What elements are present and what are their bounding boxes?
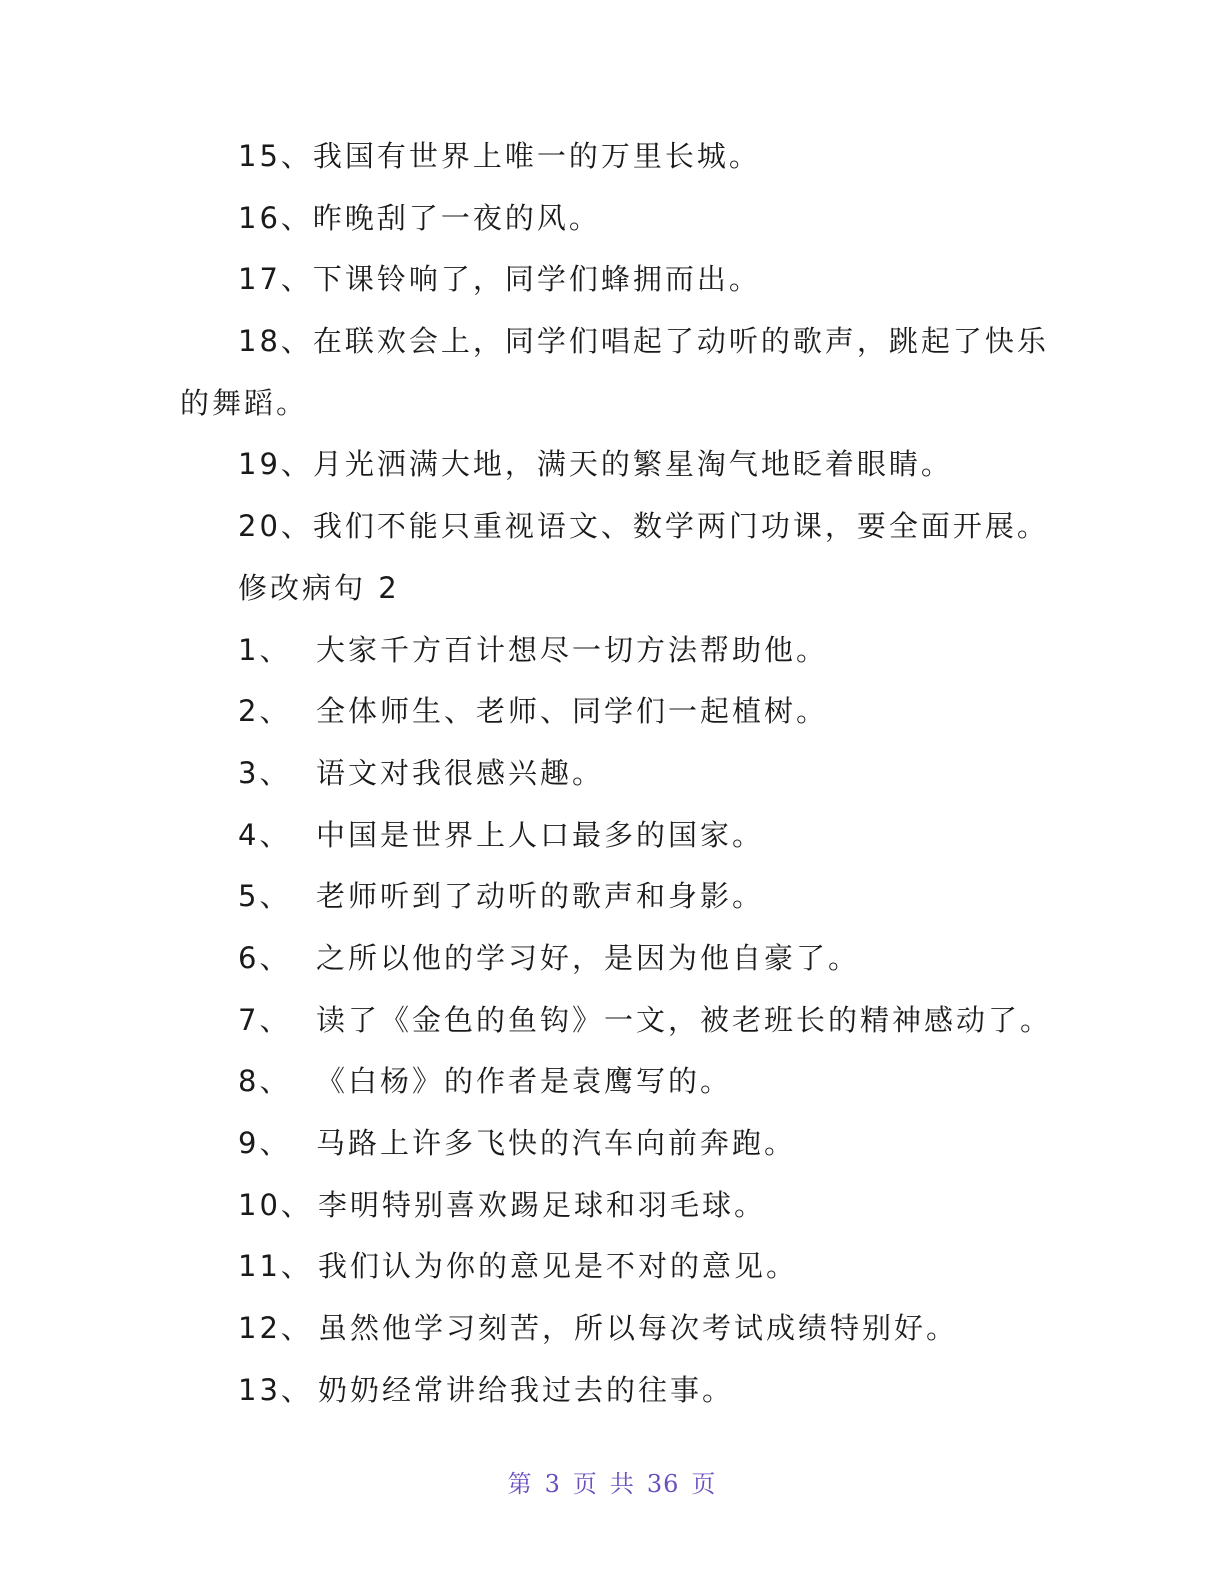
item-text: 语文对我很感兴趣。 <box>316 755 605 790</box>
paragraph-text: 我国有世界上唯一的万里长城。 <box>312 139 761 173</box>
paragraph-number: 15、 <box>238 139 313 173</box>
item-number: 8、 <box>238 1064 292 1099</box>
paragraph-20 <box>180 496 1049 558</box>
item-number: 12、 <box>238 1311 313 1346</box>
footer-page-number: 3 <box>544 1470 561 1498</box>
list-item <box>180 620 1040 682</box>
item-text: 读了《金色的鱼钩》一文，被老班长的精神感动了。 <box>316 1002 1053 1037</box>
item-text: 之所以他的学习好，是因为他自豪了。 <box>316 940 861 975</box>
paragraph-text: 的舞蹈。 <box>180 385 309 420</box>
paragraph-text: 昨晚刮了一夜的风。 <box>312 200 601 235</box>
item-text: 虽然他学习刻苦，所以每次考试成绩特别好。 <box>318 1311 959 1346</box>
item-number: 1、 <box>238 632 292 667</box>
item-text: 马路上许多飞快的汽车向前奔跑。 <box>316 1126 797 1160</box>
item-number: 4、 <box>238 817 292 852</box>
item-number: 2、 <box>238 694 292 729</box>
paragraph-17 <box>180 249 1040 311</box>
list-item <box>180 1175 1040 1237</box>
item-text: 奶奶经常讲给我过去的往事。 <box>318 1372 735 1407</box>
list-item <box>180 1298 1040 1360</box>
item-text: 李明特别喜欢踢足球和羽毛球。 <box>318 1187 767 1222</box>
list-item <box>180 1051 1040 1113</box>
item-text: 我们认为你的意见是不对的意见。 <box>318 1249 799 1284</box>
item-text: 老师听到了动听的歌声和身影。 <box>316 879 765 914</box>
paragraph-16 <box>180 188 1040 250</box>
item-number: 6、 <box>238 940 292 975</box>
paragraph-19 <box>180 434 1040 496</box>
paragraph-number: 16、 <box>238 200 313 235</box>
item-text: 大家千方百计想尽一切方法帮助他。 <box>316 632 829 667</box>
list-item <box>180 1113 1040 1175</box>
item-text: 《白杨》的作者是袁鹰写的。 <box>316 1064 733 1099</box>
paragraph-number: 17、 <box>238 262 313 297</box>
footer-page-label: 页 <box>572 1470 598 1498</box>
paragraph-text: 我们不能只重视语文、数学两门功课，要全面开展。 <box>312 509 1049 544</box>
list-item <box>180 681 1040 743</box>
paragraph-text: 在联欢会上，同学们唱起了动听的歌声，跳起了快乐 <box>312 324 1049 359</box>
item-number: 7、 <box>238 1002 292 1037</box>
paragraph-text: 月光洒满大地，满天的繁星淘气地眨着眼睛。 <box>312 447 953 482</box>
footer-total-pages: 36 <box>646 1470 680 1498</box>
page-footer <box>0 1464 1224 1499</box>
item-number: 9、 <box>238 1126 292 1160</box>
paragraph-number: 19、 <box>238 447 313 482</box>
paragraph-18 <box>180 311 1049 373</box>
item-number: 13、 <box>238 1372 313 1407</box>
item-text: 全体师生、老师、同学们一起植树。 <box>316 694 829 729</box>
item-number: 5、 <box>238 879 292 914</box>
list-item <box>180 743 1040 805</box>
item-number: 11、 <box>238 1249 313 1284</box>
item-number: 10、 <box>238 1187 313 1222</box>
list-item <box>180 990 1053 1052</box>
list-item <box>180 805 1040 867</box>
item-text: 中国是世界上人口最多的国家。 <box>316 817 765 852</box>
list-item <box>180 1236 1040 1298</box>
paragraph-text: 下课铃响了，同学们蜂拥而出。 <box>312 262 761 297</box>
paragraph-15 <box>180 126 1040 188</box>
document-body <box>180 126 1053 1421</box>
paragraph-number: 20、 <box>238 509 313 544</box>
footer-prefix: 第 <box>507 1470 533 1498</box>
list-item <box>180 866 1040 928</box>
list-item <box>180 1360 1040 1422</box>
footer-total-label: 共 <box>609 1470 635 1498</box>
item-number: 3、 <box>238 755 292 790</box>
footer-suffix: 页 <box>691 1470 717 1498</box>
list-item <box>180 928 1040 990</box>
paragraph-18-continuation <box>180 373 1040 435</box>
paragraph-number: 18、 <box>238 324 313 359</box>
section-title: 修改病句 2 <box>238 570 400 605</box>
